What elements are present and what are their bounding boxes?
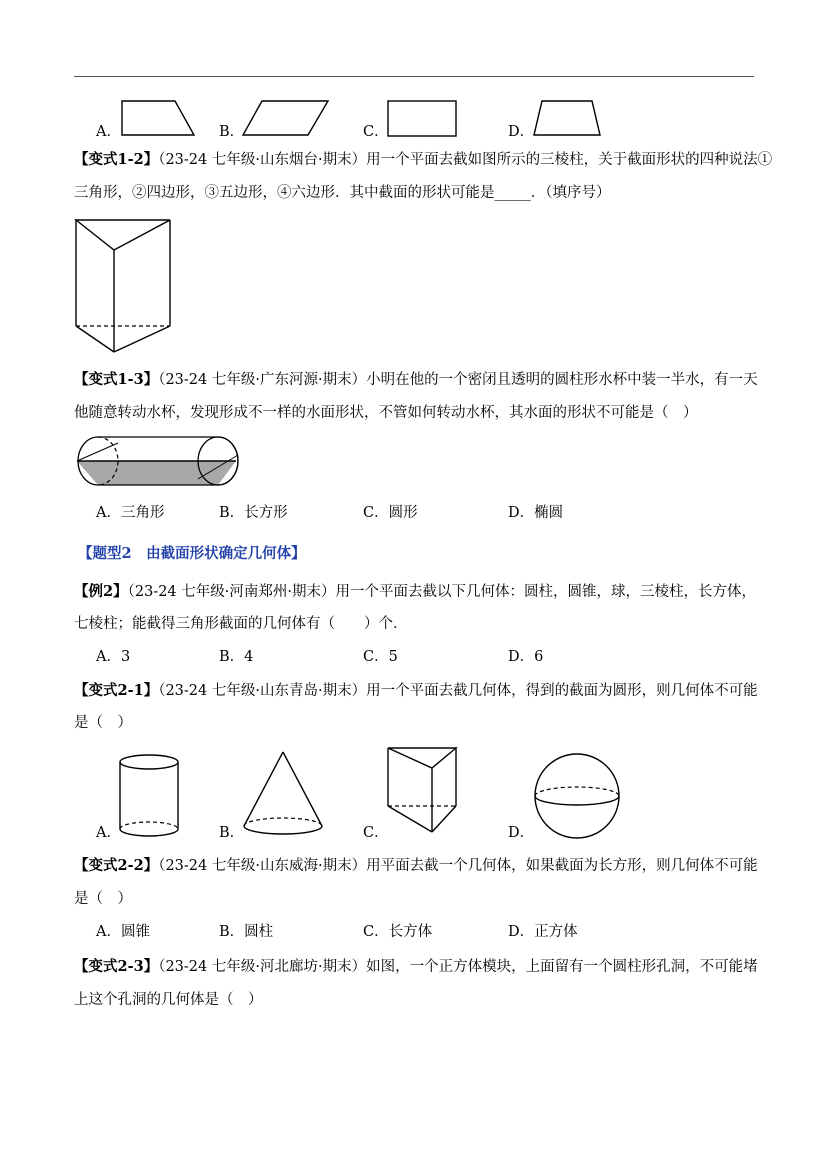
triangular-prism-option-figure — [386, 746, 458, 838]
question-v2-3-line2: 上这个孔洞的几何体是（ ） — [74, 992, 263, 1008]
question-v1-2-line2: 三角形，②四边形，③五边形，④六边形．其中截面的形状可能是_____．（填序号） — [74, 185, 611, 201]
question-v2-2-line1: 【变式2-2】（23-24 七年级·山东威海·期末）用平面去截一个几何体，如果截面为长方形，则几何体不可能 — [74, 857, 758, 874]
question-v2-2-line2: 是（ ） — [74, 891, 132, 907]
option-b-label: B． — [219, 124, 245, 140]
v2-1-option-a-label: A． — [96, 825, 121, 841]
v2-1-option-c-label: C． — [363, 825, 389, 841]
v2-1-option-d-label: D． — [508, 825, 535, 841]
v1-3-option-d: D．椭圆 — [508, 505, 564, 521]
v1-3-option-b: B．长方形 — [219, 505, 288, 521]
option-a-label: A． — [96, 124, 121, 140]
header-rule — [74, 76, 754, 77]
ex2-option-a: A．3 — [96, 649, 131, 665]
question-v1-3-line2: 他随意转动水杯，发现形成不一样的水面形状，不管如何转动水杯，其水面的形状不可能是（ ） — [74, 405, 698, 421]
isosceles-trapezoid-figure — [532, 100, 602, 138]
v2-2-option-d: D．正方体 — [508, 924, 578, 940]
question-ex2-line2: 七棱柱；能截得三角形截面的几何体有（ ）个． — [74, 616, 408, 632]
question-v2-1-line2: 是（ ） — [74, 715, 132, 731]
cone-figure — [242, 750, 324, 840]
question-v2-3-line1: 【变式2-3】（23-24 七年级·河北廊坊·期末）如图，一个正方体模块，上面留有一个圆柱形孔洞，不可能堵 — [74, 958, 758, 975]
question-ex2-line1: 【例2】（23-24 七年级·河南郑州·期末）用一个平面去截以下几何体：圆柱，圆锥，球，三棱柱，长方体， — [74, 583, 756, 600]
v1-3-option-a: A．三角形 — [96, 505, 165, 521]
cylinder-figure — [118, 753, 182, 839]
question-v1-3-line1: 【变式1-3】（23-24 七年级·广东河源·期末）小明在他的一个密闭且透明的圆柱形水杯中装一半水，有一天 — [74, 371, 758, 388]
trapezoid-right-figure — [120, 100, 196, 138]
option-c-label: C． — [363, 124, 389, 140]
v2-2-option-b: B．圆柱 — [219, 924, 274, 940]
v2-2-option-c: C．长方体 — [363, 924, 433, 940]
triangular-prism-figure — [74, 218, 174, 358]
v2-2-option-a: A．圆锥 — [96, 924, 150, 940]
v1-3-option-c: C．圆形 — [363, 505, 418, 521]
ex2-option-d: D．6 — [508, 649, 544, 665]
question-v2-1-line1: 【变式2-1】（23-24 七年级·山东青岛·期末）用一个平面去截几何体，得到的截面为圆形，则几何体不可能 — [74, 682, 758, 699]
ex2-option-b: B．4 — [219, 649, 254, 665]
sphere-figure — [532, 752, 622, 842]
parallelogram-figure — [242, 100, 330, 138]
v2-1-option-b-label: B． — [219, 825, 245, 841]
horizontal-cylinder-water-figure — [74, 435, 240, 487]
question-v1-2-line1: 【变式1-2】（23-24 七年级·山东烟台·期末）用一个平面去截如图所示的三棱柱，关于截面形状的四种说法① — [74, 151, 773, 168]
rectangle-figure — [387, 100, 457, 138]
ex2-option-c: C．5 — [363, 649, 398, 665]
section-title-type2: 【题型2 由截面形状确定几何体】 — [78, 545, 306, 562]
option-d-label: D． — [508, 124, 535, 140]
